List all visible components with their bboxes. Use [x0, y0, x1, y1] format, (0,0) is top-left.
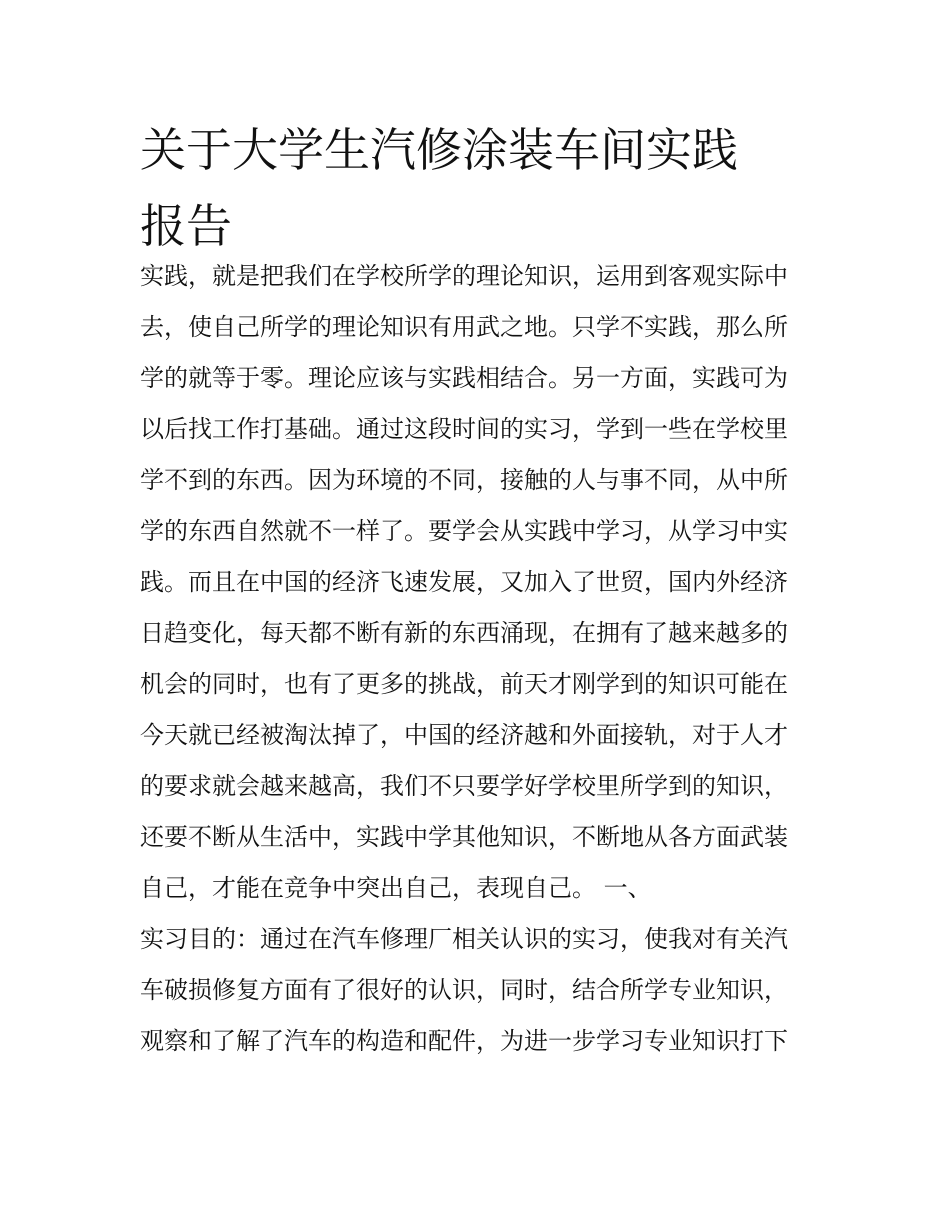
body-line: 学的就等于零。理论应该与实践相结合。另一方面，实践可为 — [140, 364, 788, 392]
document-body — [140, 251, 840, 1067]
body-line: 践。而且在中国的经济飞速发展，又加入了世贸，国内外经济 — [140, 568, 788, 596]
body-line: 日趋变化，每天都不断有新的东西涌现，在拥有了越来越多的 — [140, 619, 788, 647]
title-line: 报告 — [140, 199, 232, 253]
body-line: 以后找工作打基础。通过这段时间的实习，学到一些在学校里 — [140, 415, 788, 443]
body-line: 观察和了解了汽车的构造和配件，为进一步学习专业知识打下 — [140, 1027, 788, 1055]
document-title — [140, 112, 820, 264]
body-line: 实习目的：通过在汽车修理厂相关认识的实习，使我对有关汽 — [140, 925, 788, 953]
body-line: 学不到的东西。因为环境的不同，接触的人与事不同，从中所 — [140, 466, 788, 494]
body-line: 机会的同时，也有了更多的挑战，前天才刚学到的知识可能在 — [140, 670, 788, 698]
body-line: 今天就已经被淘汰掉了，中国的经济越和外面接轨，对于人才 — [140, 721, 788, 749]
body-line: 车破损修复方面有了很好的认识，同时，结合所学专业知识， — [140, 976, 788, 1004]
body-line: 学的东西自然就不一样了。要学会从实践中学习，从学习中实 — [140, 517, 788, 545]
body-line: 实践，就是把我们在学校所学的理论知识，运用到客观实际中 — [140, 262, 788, 290]
body-line: 去，使自己所学的理论知识有用武之地。只学不实践，那么所 — [140, 313, 788, 341]
body-line: 的要求就会越来越高，我们不只要学好学校里所学到的知识， — [140, 772, 788, 800]
body-line: 自己，才能在竞争中突出自己，表现自己。 一、 — [140, 874, 652, 902]
title-line: 关于大学生汽修涂装车间实践 — [140, 123, 738, 177]
body-line: 还要不断从生活中，实践中学其他知识，不断地从各方面武装 — [140, 823, 788, 851]
